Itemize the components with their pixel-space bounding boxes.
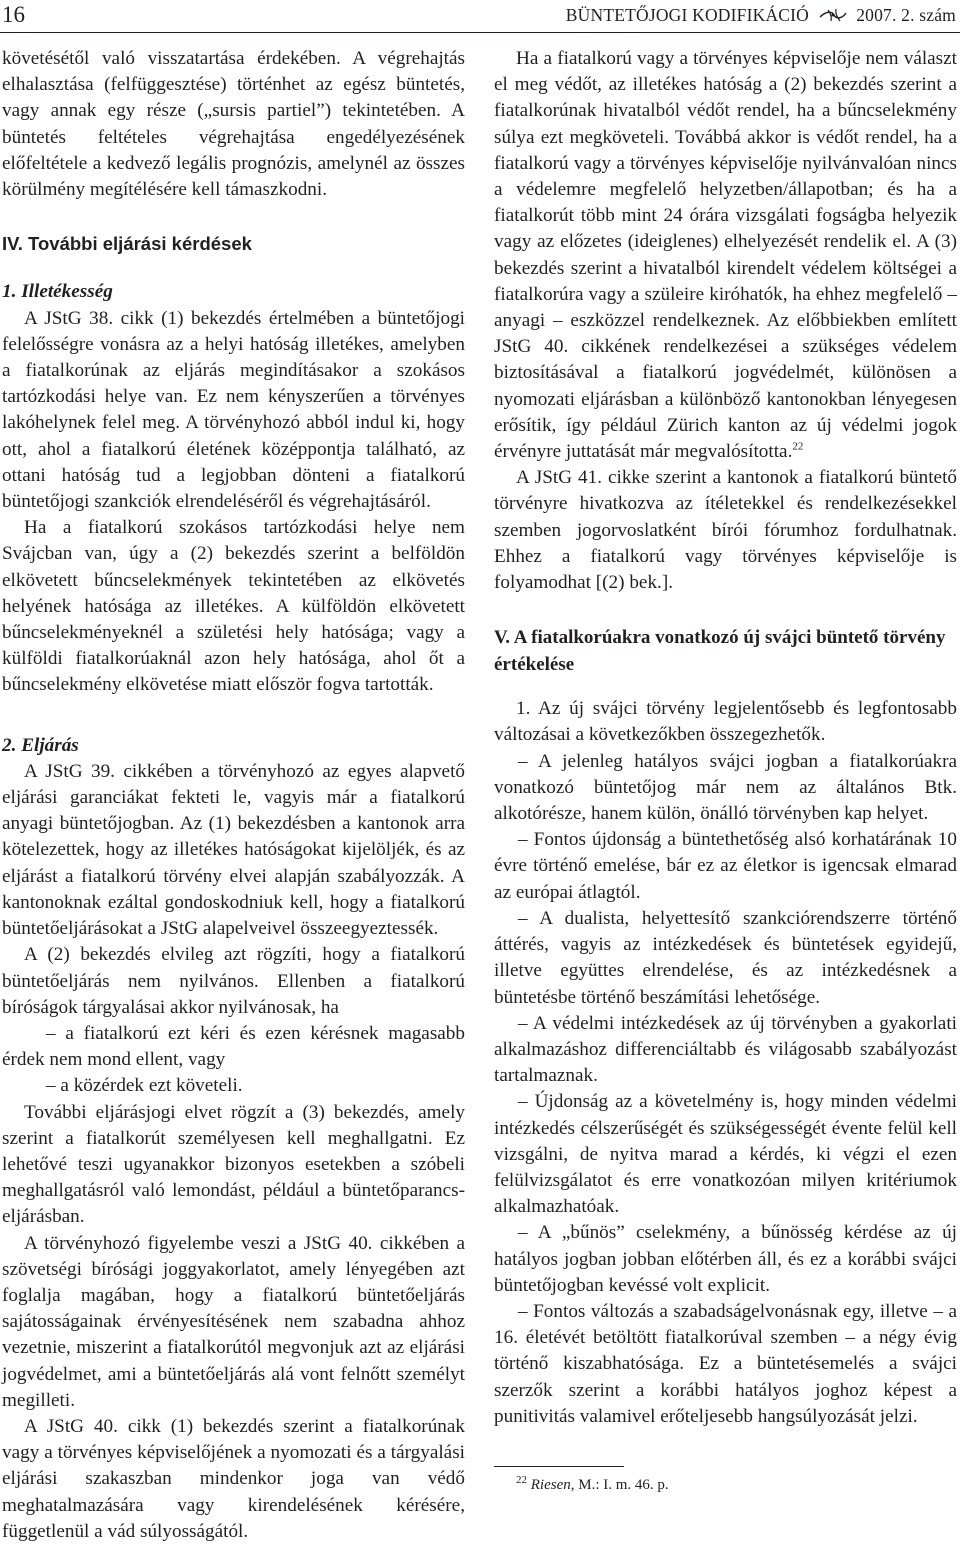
running-title <box>566 2 956 30</box>
list-item: – a fiatalkorú ezt kéri és ezen kérésnek magasabb érdek nem mond ellent, vagy <box>2 1022 465 1071</box>
issue-label: 2007. 2. szám <box>856 5 956 25</box>
list-item: – Fontos újdonság a büntethetőség alsó korhatárának 10 évre történő emelése, bár ez az életkor is igencsak elmarad az európai átlagtól. <box>494 829 957 903</box>
subheading-eljaras: 2. Eljárás <box>2 734 79 756</box>
list-item: – Újdonság az a követelmény is, hogy minden védelmi intézkedés célszerűségét és szükségességét évente felül kell vizsgálni, de nyitva marad a kérdés, ki végzi el ezen felülvizsgálatot és erre vonatkozóan milyen kritériumok alkalmazhatóak. <box>494 1091 957 1218</box>
paragraph: 1. Az új svájci törvény legjelentősebb és legfontosabb változásai a következőkben összegezhetők. <box>494 698 957 746</box>
list-item: – A dualista, helyettesítő szankciórendszerre történő áttérés, vagyis az intézkedések és büntetések egyidejű, illetve együttes elrendelése, és az intézkedésnek a büntetésbe történő beszámítási lehetősége. <box>494 907 957 1008</box>
footnote <box>494 1475 957 1495</box>
footnote-text: M.: I. m. 46. p. <box>578 1476 669 1493</box>
list-item: – A védelmi intézkedések az új törvényben a gyakorlati alkalmazáshoz differenciáltabb és világosabb szabályozást tartalmaznak. <box>494 1012 957 1087</box>
paragraph-text: Ha a fiatalkorú vagy a törvényes képviselője nem választ el meg védőt, az illetékes hatóság a (2) bekezdés szerint a fiatalkorúnak hivatalból védőt rendel, ha a bűncselekmény súlya ezt megköveteli. Továbbá akkor is védőt rendel, ha a fiatalkorú vagy a törvényes képviselője nyilvánvalóan nincs a védelemre megfelelő helyzetben/állapotban; és ha a fiatalkorút több mint 24 órára vizsgálati fogságba helyezik vagy az előzetes (ideiglenes) elhelyezését rendelik el. A (3) bekezdés szerint a hivatalból kirendelt védelem költségei a fiatalkorúra vagy a szüleire kiróhatók, ha ehhez megfelelő – anyagi – eszközzel rendelkeznek. Az előbbiekben említett JStG 40. cikkének rendelkezései a szükséges védelem biztosításával a fiatalkorú jogvédelmét, különösen a nyomozati eljárásban a különböző kantonokban lényegesen erősítik, így például Zürich kanton az új védelmi jogok érvényre juttatását már megvalósította. <box>494 48 957 463</box>
header-rule <box>0 32 960 33</box>
list-item: – A jelenleg hatályos svájci jogban a fiatalkorúakra vonatkozó büntetőjog már nem az általános Btk. alkotórésze, hanem külön, önálló törvényben kap helyet. <box>494 750 957 825</box>
left-column <box>2 46 465 1545</box>
paragraph <box>494 46 957 465</box>
journal-title: BÜNTETŐJOGI KODIFIKÁCIÓ <box>565 5 810 25</box>
paragraph: A JStG 40. cikk (1) bekezdés szerint a fiatalkorúnak vagy a törvényes képviselőjének a nyomozati és a tárgyalási eljárási szakaszban mindenkor joga van védő meghatalmazására vagy kirendelésének kérésére, függetlenül a vád súlyosságától. <box>2 1415 465 1542</box>
paragraph: A JStG 39. cikkében a törvényhozó az egyes alapvető eljárási garanciákat fekteti le, vagyis már a fiatalkorú anyagi büntetőjogban. Az (1) bekezdésben a kantonok arra kötelezettek, hogy az illetékes hatóságokat kijelöljék, és az eljárást a fiatalkorú törvény elvei alapján szabályozzák. A kantonoknak ezáltal gondoskodniuk kell, hogy a fiatalkorú büntetőeljárásokat a JStG alapelveivel összeegyeztessék. <box>2 760 465 940</box>
paragraph: Ha a fiatalkorú szokásos tartózkodási helye nem Svájcban van, úgy a (2) bekezdés szerint a belföldön elkövetett bűncselekmények tekintetében az elkövetés helyének hatósága az illetékes. A külföldön elkövetett bűncselekményeknél a születési hely hatósága; vagy a külföldi fiatalkorúaknál azon hely hatósága, ahol őt a bűncselekmény elkövetése miatt először fogva tartották. <box>2 517 465 696</box>
section-heading-v: V. A fiatalkorúakra vonatkozó új svájci büntető törvény értékelése <box>494 627 946 676</box>
section-heading-iv: IV. További eljárási kérdések <box>2 233 252 255</box>
footnote-number: 22 <box>516 1473 527 1486</box>
page-number: 16 <box>2 2 25 27</box>
spacer <box>2 699 465 725</box>
footnote-reference: 22 <box>792 440 804 453</box>
running-header <box>0 0 960 32</box>
paragraph: követésétől való visszatartása érdekében. A végrehajtás elhalasztása (felfüggesztése) történhet az egész büntetés, vagy annak egy része („sursis partiel”) tekintetében. A büntetés feltételes végrehajtása engedélyezésének előfeltétele a kedvező legális prognózis, amelynél az összes körülmény megítélésére kell támaszkodni. <box>2 48 465 201</box>
footnote-rule <box>494 1466 624 1467</box>
paragraph: A törvényhozó figyelembe veszi a JStG 40. cikkében a szövetségi bírósági joggyakorlatot, amely lényegében azt foglalja magában, hogy a fiatalkorú büntetőeljárás sajátosságainak érvényesítésének nem szabadna ahhoz vezetnie, miszerint a fiatalkorútól megvonjuk azt az eljárási jogvédelmet, ami a büntetőeljárás alá vont felnőtt személyt megilleti. <box>2 1232 465 1411</box>
right-column <box>494 46 957 1495</box>
subheading-illetekesseg: 1. Illetékesség <box>2 281 113 303</box>
list-item: – a közérdek ezt követeli. <box>46 1075 243 1097</box>
list-item: – Fontos változás a szabadságelvonásnak egy, illetve – a 16. életévét betöltött fiatalkorúval szemben – a négy évig történő kiszabhatósága. Ez a büntetésemelés a svájci szerzők szerint a korábbi hatályos joghoz képest a punitivitás valamivel erőteljesebb hangsúlyozását jelzi. <box>494 1300 957 1427</box>
list-item: – A „bűnös” cselekmény, a bűnösség kérdése az új hatályos jogban jobban előtérben áll, és ez a korábbi svájci büntetőjogban kevéssé volt explicit. <box>494 1222 957 1296</box>
paragraph: A (2) bekezdés elvileg azt rögzíti, hogy a fiatalkorú büntetőeljárás nem nyilvános. Ellenben a fiatalkorú bíróságok tárgyalásai akkor nyilvánosak, ha <box>2 944 465 1018</box>
footnote-author: Riesen, <box>530 1476 575 1493</box>
paragraph: A JStG 38. cikk (1) bekezdés értelmében a büntetőjogi felelősségre vonásra az a helyi hatóság illetékes, amelyben a fiatalkorúnak az eljárás megindításakor a szokásos tartózkodási helye van. Ez nem kényszerűen a törvényes lakóhelynek felel meg. A törvényhozó abból indul ki, hogy ott, ahol a fiatalkorú életének középpontja található, az ottani hatóság tud a legjobban dönteni a fiatalkorú büntetőjogi szankciók elrendeléséről és végrehajtásáról. <box>2 307 465 513</box>
paragraph: A JStG 41. cikke szerint a kantonok a fiatalkorú büntető törvényre hivatkozva az ítéletekkel és rendelkezésekkel szemben jogorvoslatként bírói fórumhoz fordulhatnak. Ehhez a fiatalkorú vagy törvényes képviselője is folyamodhat [(2) bek.]. <box>494 467 957 594</box>
ornament-icon <box>818 4 848 30</box>
paragraph: További eljárásjogi elvet rögzít a (3) bekezdés, amely szerint a fiatalkorút személyesen kell meghallgatni. Ez lehetővé teszi ugyanakkor bizonyos esetekben a szóbeli meghallgatásról való lemondást, például a büntetőparancs-eljárásban. <box>2 1101 465 1228</box>
